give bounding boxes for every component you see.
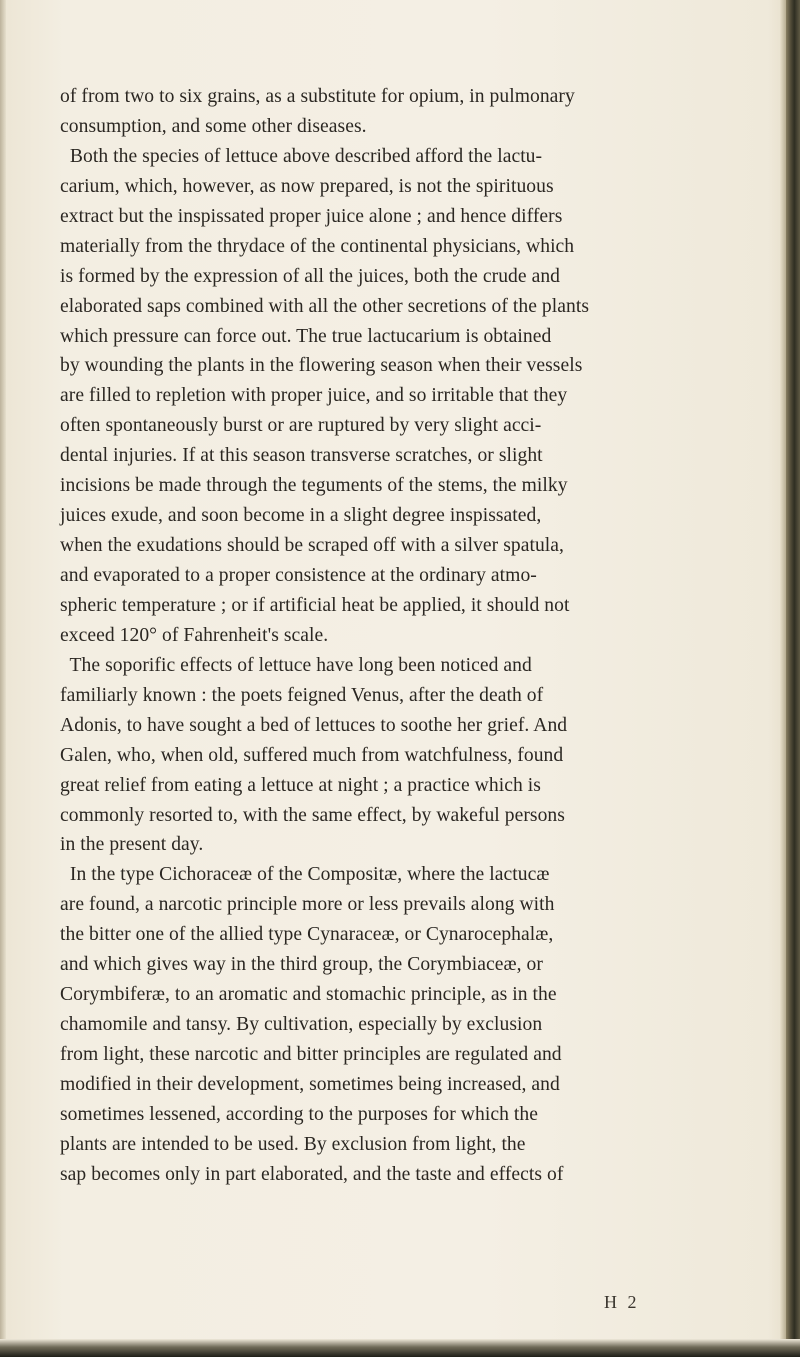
text-line: The soporific effects of lettuce have long been noticed and bbox=[60, 654, 532, 676]
text-line: materially from the thrydace of the continental physicians, which bbox=[60, 235, 575, 257]
text-line: Corymbiferæ, to an aromatic and stomachic principle, as in the bbox=[60, 984, 557, 1006]
text-line: juices exude, and soon become in a slight degree inspissated, bbox=[60, 505, 542, 527]
text-line: In the type Cichoraceæ of the Compositæ, where the lactucæ bbox=[60, 864, 550, 886]
text-line: and which gives way in the third group, the Corymbiaceæ, or bbox=[60, 954, 543, 976]
text-line: consumption, and some other diseases. bbox=[60, 115, 367, 137]
text-line: sometimes lessened, according to the purposes for which the bbox=[60, 1103, 538, 1125]
text-line: extract but the inspissated proper juice alone ; and hence differs bbox=[60, 205, 563, 227]
text-line: from light, these narcotic and bitter principles are regulated and bbox=[60, 1044, 562, 1065]
text-line: Adonis, to have sought a bed of lettuces to soothe her grief. And bbox=[60, 714, 568, 736]
text-line: modified in their development, sometimes being increased, and bbox=[60, 1073, 560, 1095]
text-line: plants are intended to be used. By exclusion from light, the bbox=[60, 1133, 526, 1155]
text-line: elaborated saps combined with all the other secretions of the plants bbox=[60, 295, 590, 317]
text-line: chamomile and tansy. By cultivation, especially by exclusion bbox=[60, 1014, 543, 1036]
text-line: is formed by the expression of all the juices, both the crude and bbox=[60, 265, 561, 287]
text-line: spheric temperature ; or if artificial heat be applied, it should not bbox=[60, 594, 570, 616]
book-binding bbox=[786, 0, 800, 1357]
text-line: by wounding the plants in the flowering season when their vessels bbox=[60, 355, 583, 377]
text-line: incisions be made through the teguments of the stems, the milky bbox=[60, 475, 568, 497]
text-line: are filled to repletion with proper juice, and so irritable that they bbox=[60, 385, 568, 407]
text-line: when the exudations should be scraped off with a silver spatula, bbox=[60, 535, 564, 557]
text-line: which pressure can force out. The true lactucarium is obtained bbox=[60, 325, 552, 347]
text-line: and evaporated to a proper consistence at the ordinary atmo- bbox=[60, 565, 537, 586]
text-line: carium, which, however, as now prepared, is not the spirituous bbox=[60, 175, 554, 197]
text-line: Galen, who, when old, suffered much from watchfulness, found bbox=[60, 744, 564, 766]
text-line: of from two to six grains, as a substitute for opium, in pulmonary bbox=[60, 86, 575, 107]
body-text bbox=[60, 82, 738, 1190]
text-line: commonly resorted to, with the same effect, by wakeful persons bbox=[60, 804, 565, 826]
text-line: familiarly known : the poets feigned Venus, after the death of bbox=[60, 684, 544, 706]
text-line: are found, a narcotic principle more or less prevails along with bbox=[60, 894, 555, 916]
text-line: sap becomes only in part elaborated, and the taste and effects of bbox=[60, 1163, 564, 1185]
text-line: the bitter one of the allied type Cynaraceæ, or Cynarocephalæ, bbox=[60, 924, 554, 946]
text-line: exceed 120° of Fahrenheit's scale. bbox=[60, 624, 329, 646]
page-bottom-edge bbox=[0, 1339, 800, 1357]
text-line: Both the species of lettuce above described afford the lactu- bbox=[60, 145, 543, 167]
text-line: in the present day. bbox=[60, 834, 204, 856]
text-line: dental injuries. If at this season transverse scratches, or slight bbox=[60, 445, 543, 467]
page-left-edge bbox=[0, 0, 6, 1357]
text-line: often spontaneously burst or are ruptured by very slight acci- bbox=[60, 415, 542, 437]
text-line: great relief from eating a lettuce at night ; a practice which is bbox=[60, 774, 541, 796]
page-number: H 2 bbox=[604, 1292, 640, 1312]
